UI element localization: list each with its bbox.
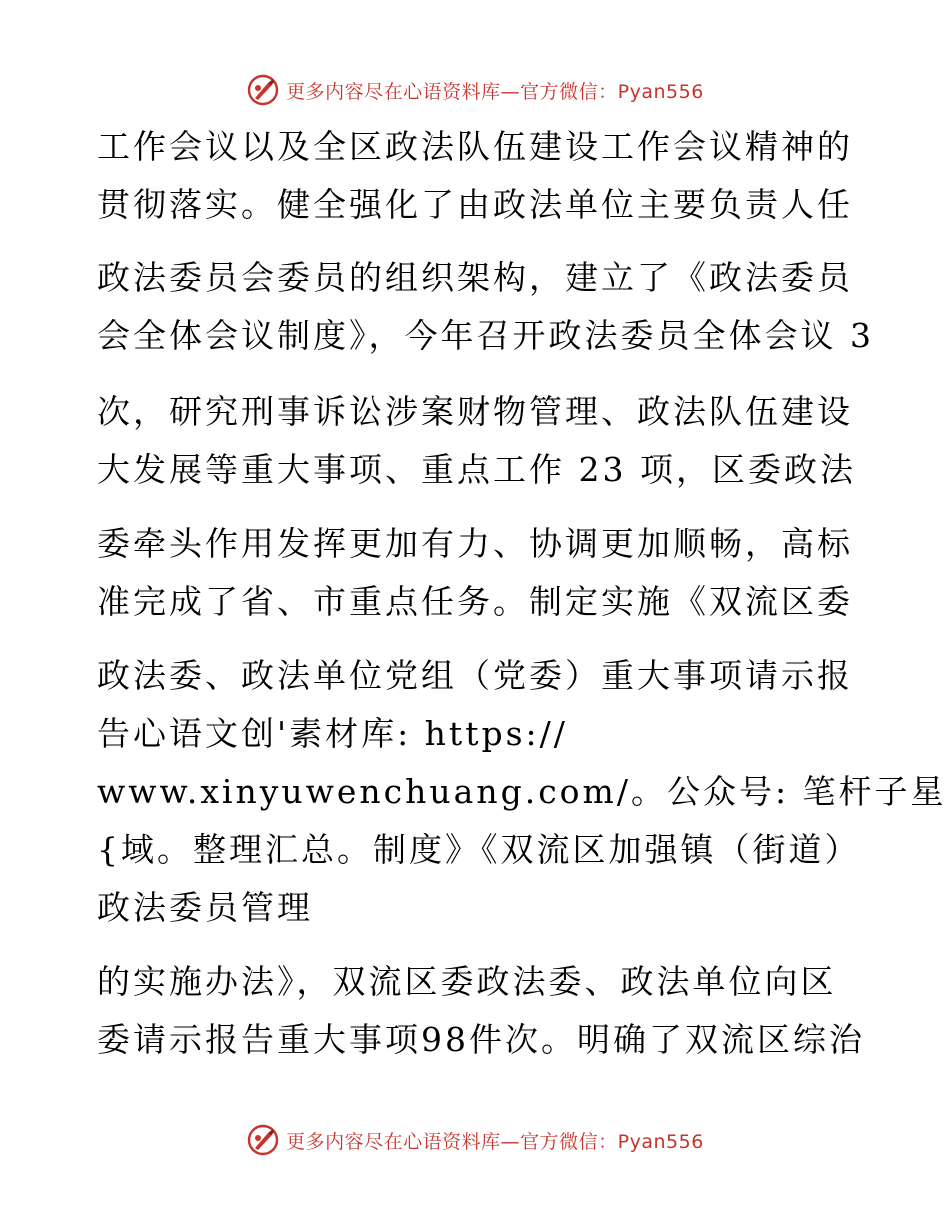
body-line-13: 政法委员管理 xyxy=(97,888,313,927)
body-line-12: {域。整理汇总。制度》《双流区加强镇（街道） xyxy=(97,830,861,869)
body-line-10: 告心语文创'素材库: https:// xyxy=(97,714,568,753)
header-watermark-banner xyxy=(0,70,950,110)
quill-logo-icon xyxy=(246,1123,280,1157)
header-watermark-text: 更多内容尽在心语资料库—官方微信：Pyan556 xyxy=(286,80,704,103)
body-line-5: 次，研究刑事诉讼涉案财物管理、政法队伍建设 xyxy=(97,392,853,431)
body-line-14: 的实施办法》，双流区委政法委、政法单位向区 xyxy=(97,962,837,1001)
body-line-1: 工作会议以及全区政法队伍建设工作会议精神的 xyxy=(97,127,853,166)
footer-watermark-banner xyxy=(0,1120,950,1160)
body-line-8: 准完成了省、市重点任务。制定实施《双流区委 xyxy=(97,582,853,621)
body-line-4: 会全体会议制度》，今年召开政法委员全体会议 3 xyxy=(97,316,874,355)
quill-logo-icon xyxy=(246,73,280,107)
body-line-9: 政法委、政法单位党组（党委）重大事项请示报 xyxy=(97,656,853,695)
body-line-11: www.xinyuwenchuang.com/。公众号: 笔杆子星 xyxy=(97,772,947,811)
body-line-2: 贯彻落实。健全强化了由政法单位主要负责人任 xyxy=(97,185,853,224)
body-line-15: 委请示报告重大事项98件次。明确了双流区综治 xyxy=(97,1020,865,1059)
body-line-6: 大发展等重大事项、重点工作 23 项，区委政法 xyxy=(97,450,856,489)
body-line-7: 委牵头作用发挥更加有力、协调更加顺畅，高标 xyxy=(97,524,853,563)
body-line-3: 政法委员会委员的组织架构，建立了《政法委员 xyxy=(97,258,853,297)
footer-watermark-text: 更多内容尽在心语资料库—官方微信：Pyan556 xyxy=(286,1130,704,1153)
